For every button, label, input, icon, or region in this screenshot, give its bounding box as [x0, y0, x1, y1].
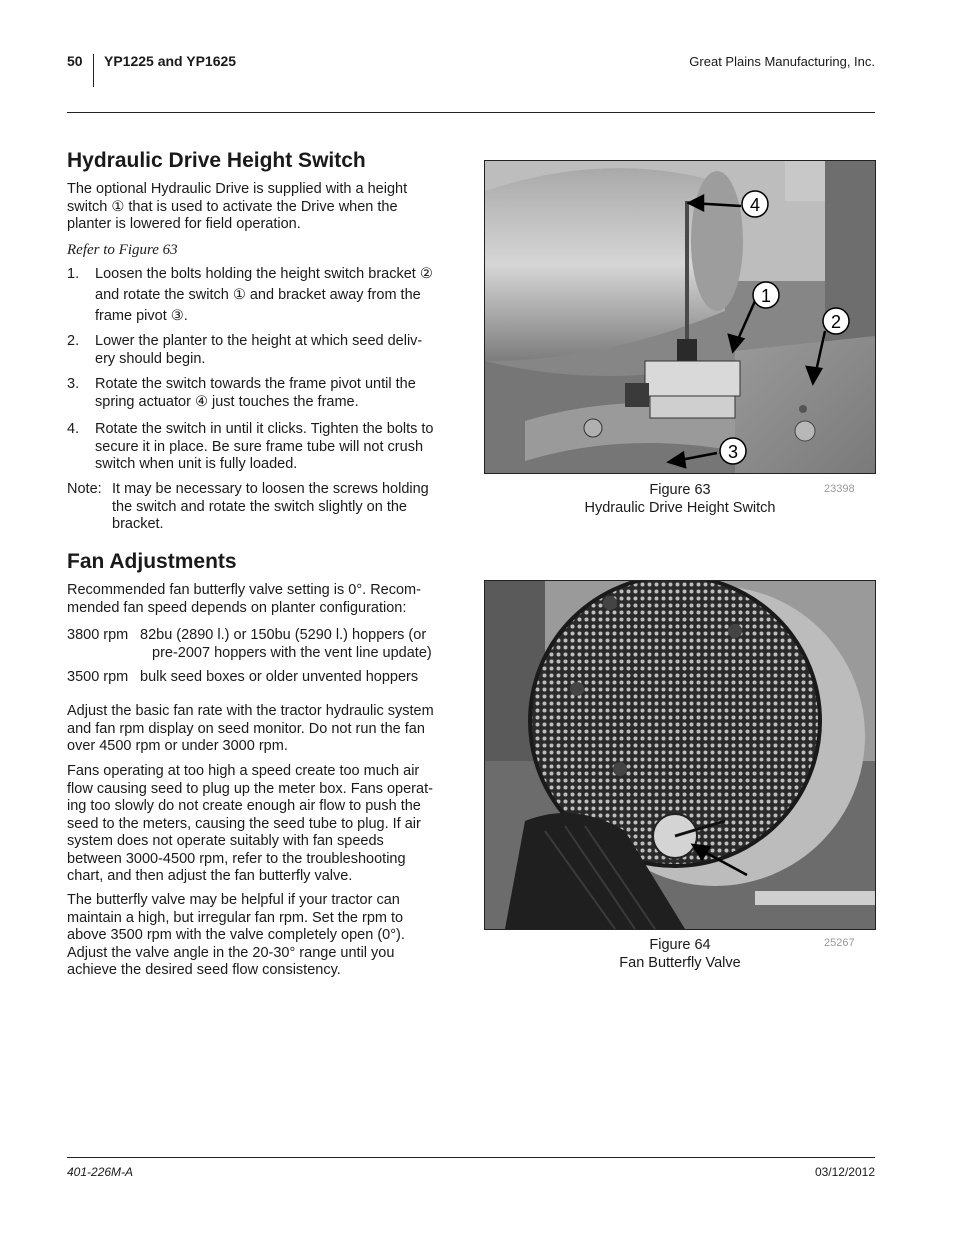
figure-64-label: Figure 64 — [649, 937, 711, 953]
section-title-fan-adjustments: Fan Adjustments — [67, 550, 237, 573]
callout-3: 3 — [727, 442, 739, 462]
figure-64-photo — [484, 580, 876, 930]
paragraph-line: achieve the desired seed flow consistency. — [67, 962, 341, 978]
rpm-description — [140, 669, 467, 687]
step-line: secure it in place. Be sure frame tube will not crush — [95, 438, 424, 455]
figure-63-caption — [530, 481, 830, 517]
rpm-line: pre-2007 hoppers with the vent line update) — [152, 644, 432, 661]
step-text — [95, 333, 467, 368]
figure-64-title: Fan Butterfly Valve — [619, 955, 741, 971]
intro-line: planter is lowered for field operation. — [67, 216, 301, 232]
paragraph-line: flow causing seed to plug up the meter box. Fans operat- — [67, 780, 433, 797]
figure-63-photo — [484, 160, 876, 474]
paragraph-line: Adjust the valve angle in the 20-30° range until you — [67, 944, 395, 961]
header-rule — [67, 112, 875, 113]
intro-line: The optional Hydraulic Drive is supplied with a height — [67, 181, 408, 197]
step-number: 4. — [67, 421, 80, 437]
step-item — [67, 421, 467, 474]
step-line: switch when unit is fully loaded. — [95, 456, 298, 472]
paragraph-line: chart, and then adjust the fan butterfly valve. — [67, 868, 353, 884]
callout-2: 2 — [830, 312, 842, 332]
rpm-description — [140, 627, 467, 662]
step-line: Lower the planter to the height at which seed deliv- — [95, 333, 423, 349]
note-line: It may be necessary to loosen the screws holding — [112, 481, 429, 497]
note-block — [67, 481, 467, 534]
note-line: bracket. — [112, 516, 164, 532]
fan-paragraph-1 — [67, 703, 467, 756]
fan-paragraph-2 — [67, 763, 467, 886]
rpm-line: bulk seed boxes or older unvented hoppers — [140, 669, 419, 685]
figure-63-image-number: 23398 — [824, 483, 855, 495]
figure-64-caption — [530, 936, 830, 972]
intro-line: switch ① that is used to activate the Drive when the — [67, 198, 398, 215]
step-line: and rotate the switch ① and bracket away from the — [95, 287, 421, 303]
fan-intro-paragraph — [67, 582, 467, 617]
rpm-line: 82bu (2890 l.) or 150bu (5290 l.) hoppers (or — [140, 627, 427, 643]
note-text — [112, 481, 467, 534]
paragraph-line: seed to the meters, causing the seed tube to plug. If air — [67, 815, 421, 832]
step-line: spring actuator ④ just touches the frame. — [95, 393, 359, 410]
paragraph-line: between 3000-4500 rpm, refer to the troubleshooting — [67, 850, 406, 867]
header-divider — [93, 54, 94, 87]
paragraph-line: ing too slowly do not create enough air flow to push the — [67, 798, 421, 814]
paragraph-line: maintain a high, but irregular fan rpm. Set the rpm to — [67, 909, 404, 926]
paragraph-line: Recommended fan butterfly valve setting is 0°. Recom- — [67, 582, 421, 598]
step-item — [67, 264, 467, 327]
paragraph-line: Adjust the basic fan rate with the tractor hydraulic system — [67, 703, 434, 719]
step-text — [95, 421, 467, 474]
rpm-row — [67, 669, 467, 687]
footer-rule — [67, 1157, 875, 1158]
figure-63-title: Hydraulic Drive Height Switch — [584, 500, 776, 516]
step-line: frame pivot ③. — [95, 308, 188, 324]
model-title: YP1225 and YP1625 — [104, 53, 237, 69]
figure-63-label: Figure 63 — [649, 482, 711, 498]
paragraph-line: over 4500 rpm or under 3000 rpm. — [67, 738, 288, 754]
document-number: 401-226M-A — [67, 1165, 134, 1179]
paragraph-line: Fans operating at too high a speed create too much air — [67, 763, 420, 779]
step-line: Rotate the switch towards the frame pivot until the — [95, 376, 416, 392]
section-title-height-switch: Hydraulic Drive Height Switch — [67, 149, 366, 172]
step-number: 1. — [67, 266, 80, 282]
page-number: 50 — [67, 53, 83, 69]
paragraph-line: above 3500 rpm with the valve completely open (0°). — [67, 927, 405, 943]
paragraph-line: mended fan speed depends on planter configuration: — [67, 599, 407, 616]
step-line: Rotate the switch in until it clicks. Tighten the bolts to — [95, 421, 434, 437]
figure-64-image-number: 25267 — [824, 937, 855, 949]
note-line: the switch and rotate the switch slightly on the — [112, 498, 407, 515]
step-number: 3. — [67, 376, 80, 392]
document-date: 03/12/2012 — [814, 1165, 875, 1179]
paragraph-line: The butterfly valve may be helpful if your tractor can — [67, 892, 400, 908]
figure-reference: Refer to Figure 63 — [67, 242, 178, 258]
fan-paragraph-3 — [67, 892, 467, 980]
step-item — [67, 376, 467, 411]
paragraph-line: and fan rpm display on seed monitor. Do not run the fan — [67, 720, 425, 737]
rpm-value: 3800 rpm — [67, 627, 129, 643]
note-label: Note: — [67, 481, 102, 497]
company-name: Great Plains Manufacturing, Inc. — [689, 54, 875, 69]
rpm-value: 3500 rpm — [67, 669, 129, 685]
callout-1: 1 — [760, 286, 772, 306]
fan-butterfly-illustration — [485, 581, 875, 929]
step-number: 2. — [67, 333, 80, 349]
step-item — [67, 333, 467, 368]
rpm-row — [67, 627, 467, 662]
step-text — [95, 376, 467, 411]
step-text — [95, 264, 467, 327]
intro-paragraph — [67, 181, 467, 234]
height-switch-illustration — [485, 161, 875, 473]
step-line: Loosen the bolts holding the height switch bracket ② — [95, 266, 433, 282]
step-line: ery should begin. — [95, 350, 206, 367]
callout-4: 4 — [749, 195, 761, 215]
paragraph-line: system does not operate suitably with fan speeds — [67, 833, 384, 849]
